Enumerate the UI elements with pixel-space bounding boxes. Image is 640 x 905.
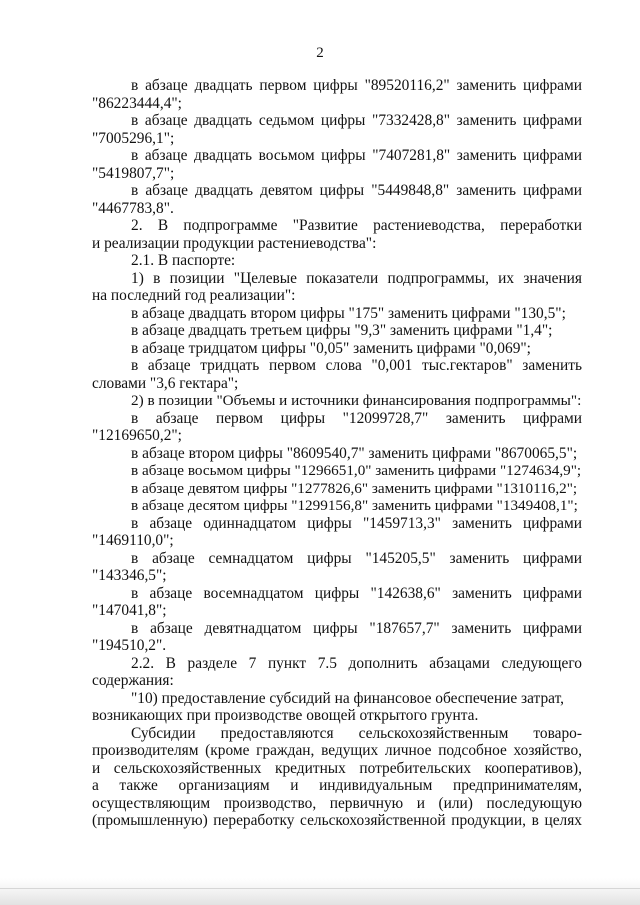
text-line: в абзаце двадцать третьем цифры "9,3" заменить цифрами "1,4"; — [131, 322, 553, 339]
text-line: в абзаце восьмом цифры "1296651,0" заменить цифрами "1274634,9"; — [131, 462, 582, 479]
text-line: "143346,5"; — [92, 567, 167, 584]
text-line: а также организациям и индивидуальным предпринимателям, — [92, 777, 582, 794]
text-line: и реализации продукции растениеводства": — [92, 235, 377, 252]
text-line: возникающих при производстве овощей открытого грунта. — [92, 707, 479, 724]
text-line: 2.2. В разделе 7 пункт 7.5 дополнить абзацами следующего — [131, 655, 582, 672]
text-line: в абзаце двадцать девятом цифры "5449848,8" заменить цифрами — [131, 182, 582, 199]
text-line: в абзаце семнадцатом цифры "145205,5" заменить цифрами — [131, 550, 582, 567]
text-line: в абзаце десятом цифры "1299156,8" заменить цифрами "1349408,1"; — [131, 497, 578, 514]
text-line: "147041,8"; — [92, 602, 167, 619]
text-line: и сельскохозяйственных кредитных потребительских кооперативов), — [92, 760, 582, 777]
text-line: осуществляющим производство, первичную и (или) последующую — [92, 795, 582, 812]
text-line: в абзаце двадцать втором цифры "175" заменить цифрами "130,5"; — [131, 305, 566, 322]
text-line: "194510,2". — [92, 637, 167, 654]
text-line: "4467783,8". — [92, 200, 174, 217]
text-line: в абзаце тридцатом цифры "0,05" заменить цифрами "0,069"; — [131, 340, 531, 357]
text-line: в абзаце восемнадцатом цифры "142638,6" заменить цифрами — [131, 585, 582, 602]
text-line: (промышленную) переработку сельскохозяйственной продукции, в целях — [92, 812, 582, 829]
text-line: в абзаце тридцать первом слова "0,001 тыс.гектаров" заменить — [131, 357, 582, 374]
text-line: на последний год реализации": — [92, 287, 296, 304]
text-line: в абзаце двадцать первом цифры "89520116,2" заменить цифрами — [131, 77, 582, 94]
page-bottom-edge — [0, 878, 640, 905]
text-line: содержания: — [92, 672, 174, 689]
text-line: "5419807,7"; — [92, 165, 175, 182]
text-line: "10) предоставление субсидий на финансовое обеспечение затрат, — [131, 690, 565, 707]
text-line: "1469110,0"; — [92, 532, 174, 549]
text-line: в абзаце девятнадцатом цифры "187657,7" заменить цифрами — [131, 620, 582, 637]
text-line: в абзаце двадцать седьмом цифры "7332428,8" заменить цифрами — [131, 112, 582, 129]
text-line: в абзаце девятом цифры "1277826,6" заменить цифрами "1310116,2"; — [131, 480, 578, 497]
text-line: "7005296,1"; — [92, 130, 175, 147]
text-line: в абзаце первом цифры "12099728,7" заменить цифрами — [131, 410, 582, 427]
text-line: в абзаце двадцать восьмом цифры "7407281,8" заменить цифрами — [131, 147, 582, 164]
text-line: 1) в позиции "Целевые показатели подпрограммы, их значения — [131, 270, 582, 287]
text-line: в абзаце втором цифры "8609540,7" заменить цифрами "8670065,5"; — [131, 445, 578, 462]
text-line: 2) в позиции "Объемы и источники финансирования подпрограммы": — [131, 392, 582, 409]
text-line: в абзаце одиннадцатом цифры "1459713,3" заменить цифрами — [131, 515, 582, 532]
text-line: Субсидии предоставляются сельскохозяйственным товаро- — [131, 725, 582, 742]
page-number: 2 — [316, 45, 324, 61]
text-line: словами "3,6 гектара"; — [92, 375, 239, 392]
text-line: 2.1. В паспорте: — [131, 252, 236, 269]
page-edge-divider — [0, 888, 640, 889]
text-line: 2. В подпрограмме "Развитие растениеводства, переработки — [131, 217, 582, 234]
text-line: "86223444,4"; — [92, 95, 182, 112]
text-line: "12169650,2"; — [92, 427, 182, 444]
text-line: производителям (кроме граждан, ведущих личное подсобное хозяйство, — [92, 742, 582, 759]
